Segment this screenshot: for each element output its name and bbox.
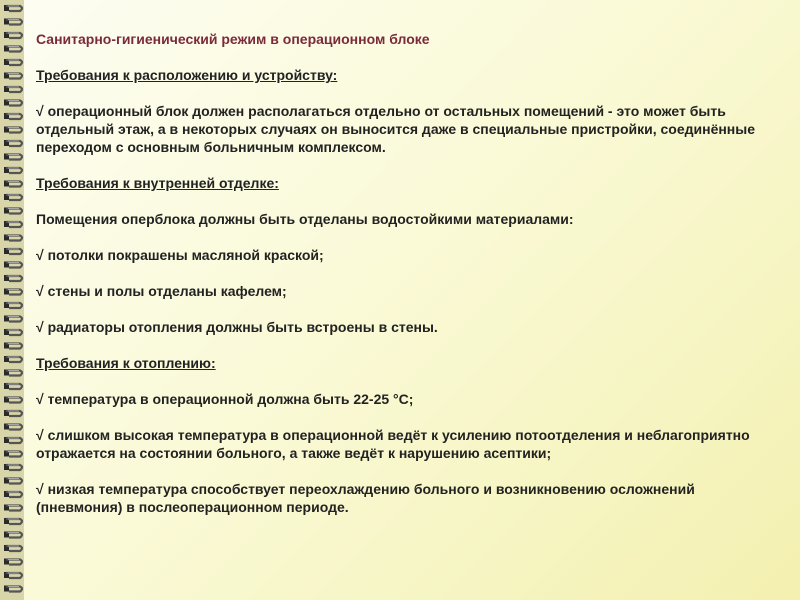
section-heading-location: Требования к расположению и устройству: <box>36 67 338 83</box>
spiral-ring-icon <box>4 221 22 227</box>
spiral-ring-icon <box>4 329 22 335</box>
spiral-ring-icon <box>4 343 22 349</box>
slide-content <box>36 30 776 516</box>
spiral-ring-icon <box>4 586 22 592</box>
list-item: √ слишком высокая температура в операционной ведёт к усилению потоотделения и неблагоприятно отражается на состоянии больного, а также ведёт к нарушению асептики; <box>36 427 750 461</box>
spiral-binding-icon <box>0 0 40 600</box>
spiral-ring-icon <box>4 208 22 214</box>
spiral-ring-icon <box>4 275 22 281</box>
spiral-ring-icon <box>4 451 22 457</box>
list-item: √ температура в операционной должна быть 22-25 °С; <box>36 391 414 407</box>
list-item: √ радиаторы отопления должны быть встроены в стены. <box>36 319 438 335</box>
spiral-ring-icon <box>4 289 22 295</box>
section-heading-finishing: Требования к внутренней отделке: <box>36 175 279 191</box>
spiral-ring-icon <box>4 248 22 254</box>
spiral-ring-icon <box>4 167 22 173</box>
spiral-ring-icon <box>4 262 22 268</box>
spiral-ring-icon <box>4 86 22 92</box>
spiral-ring-icon <box>4 302 22 308</box>
spiral-ring-icon <box>4 100 22 106</box>
spiral-ring-icon <box>4 370 22 376</box>
list-item: √ низкая температура способствует переохлаждению больного и возникновению осложнений (пневмония) в послеоперационном периоде. <box>36 481 695 515</box>
spiral-ring-icon <box>4 140 22 146</box>
spiral-ring-icon <box>4 19 22 25</box>
section-intro-finishing: Помещения оперблока должны быть отделаны водостойкими материалами: <box>36 211 574 227</box>
list-item: √ потолки покрашены масляной краской; <box>36 247 324 263</box>
spiral-ring-icon <box>4 410 22 416</box>
spiral-ring-icon <box>4 437 22 443</box>
list-item: √ операционный блок должен располагаться отдельно от остальных помещений - это может быть отдельный этаж, а в некоторых случаях он выносится даже в специальные пристройки, соединённые переходом с основным больничным комплексом. <box>36 103 756 155</box>
spiral-ring-icon <box>4 383 22 389</box>
spiral-ring-icon <box>4 559 22 565</box>
spiral-ring-icon <box>4 464 22 470</box>
spiral-ring-icon <box>4 532 22 538</box>
spiral-ring-icon <box>4 5 22 11</box>
section-heading-heating: Требования к отоплению: <box>36 355 216 371</box>
spiral-ring-icon <box>4 505 22 511</box>
spiral-ring-icon <box>4 113 22 119</box>
spiral-ring-icon <box>4 127 22 133</box>
spiral-ring-icon <box>4 518 22 524</box>
spiral-ring-icon <box>4 59 22 65</box>
spiral-ring-icon <box>4 491 22 497</box>
list-item: √ стены и полы отделаны кафелем; <box>36 283 287 299</box>
spiral-ring-icon <box>4 572 22 578</box>
spiral-ring-icon <box>4 316 22 322</box>
spiral-ring-icon <box>4 424 22 430</box>
spiral-ring-icon <box>4 73 22 79</box>
spiral-ring-icon <box>4 181 22 187</box>
spiral-ring-icon <box>4 32 22 38</box>
spiral-ring-icon <box>4 154 22 160</box>
spiral-ring-icon <box>4 356 22 362</box>
slide-title: Санитарно-гигиенический режим в операционном блоке <box>36 31 430 47</box>
spiral-ring-icon <box>4 46 22 52</box>
spiral-ring-icon <box>4 545 22 551</box>
spiral-ring-icon <box>4 194 22 200</box>
spiral-ring-icon <box>4 478 22 484</box>
spiral-ring-icon <box>4 397 22 403</box>
spiral-ring-icon <box>4 235 22 241</box>
